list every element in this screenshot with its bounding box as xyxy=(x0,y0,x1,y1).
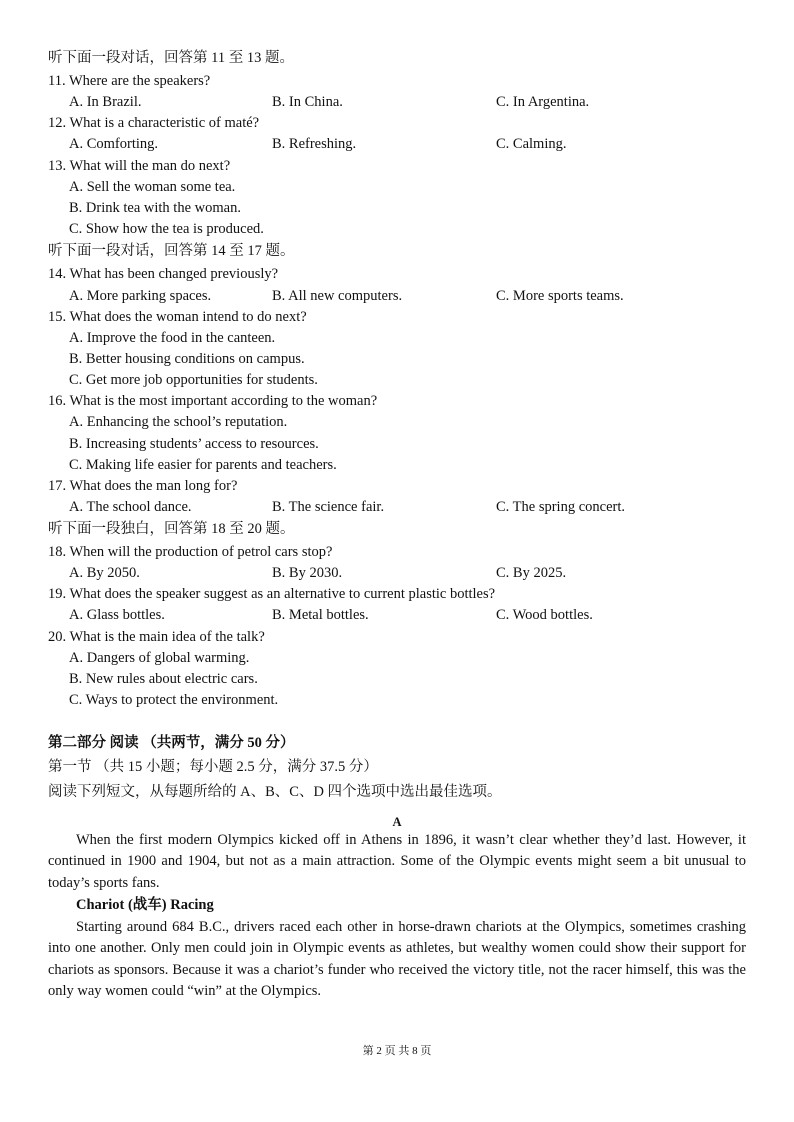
option-12c: C. Calming. xyxy=(496,136,567,152)
option-11b: B. In China. xyxy=(272,94,343,110)
option-15b: B. Better housing conditions on campus. xyxy=(69,351,305,367)
question-18: 18. When will the production of petrol cars stop? xyxy=(48,544,333,560)
option-16b: B. Increasing students’ access to resources. xyxy=(69,436,319,452)
option-14a: A. More parking spaces. xyxy=(69,288,212,304)
option-14b: B. All new computers. xyxy=(272,288,403,304)
option-13a: A. Sell the woman some tea. xyxy=(69,179,236,195)
option-17c: C. The spring concert. xyxy=(496,499,625,515)
question-14: 14. What has been changed previously? xyxy=(48,266,279,282)
passage-paragraph: Starting around 684 B.C., drivers raced each other in horse-drawn chariots at the Olympics, sometimes crashing into one another. Only men could join in Olympic events as athletes, but wealthy women could show their support for chariots as sponsors. Because it was a chariot’s funder who received the victory title, not the racer himself, this was the only way women could “win” at the Olympics. xyxy=(48,919,746,999)
option-16c: C. Making life easier for parents and teachers. xyxy=(69,457,337,473)
section-instruction: 听下面一段对话，回答第 14 至 17 题。 xyxy=(48,243,295,259)
option-18a: A. By 2050. xyxy=(69,565,140,581)
option-19a: A. Glass bottles. xyxy=(69,607,165,623)
reading-instruction: 阅读下列短文，从每题所给的 A、B、C、D 四个选项中选出最佳选项。 xyxy=(48,784,502,800)
question-19: 19. What does the speaker suggest as an alternative to current plastic bottles? xyxy=(48,586,496,602)
option-15a: A. Improve the food in the canteen. xyxy=(69,330,276,346)
passage-subheading: Chariot (战车) Racing xyxy=(76,897,214,913)
page-footer: 第 2 页 共 8 页 xyxy=(362,1045,432,1057)
option-17b: B. The science fair. xyxy=(272,499,385,515)
option-13c: C. Show how the tea is produced. xyxy=(69,221,264,237)
question-12: 12. What is a characteristic of maté? xyxy=(48,115,260,131)
option-14c: C. More sports teams. xyxy=(496,288,624,304)
section-instruction: 听下面一段独白，回答第 18 至 20 题。 xyxy=(48,521,295,537)
passage-label: A xyxy=(392,815,402,829)
option-12b: B. Refreshing. xyxy=(272,136,357,152)
option-20c: C. Ways to protect the environment. xyxy=(69,692,279,708)
question-15: 15. What does the woman intend to do next? xyxy=(48,309,307,325)
question-11: 11. Where are the speakers? xyxy=(48,73,211,89)
option-11c: C. In Argentina. xyxy=(496,94,590,110)
option-12a: A. Comforting. xyxy=(69,136,159,152)
option-11a: A. In Brazil. xyxy=(69,94,142,110)
option-20a: A. Dangers of global warming. xyxy=(69,650,250,666)
section-instruction: 听下面一段对话，回答第 11 至 13 题。 xyxy=(48,50,294,66)
question-16: 16. What is the most important according to the woman? xyxy=(48,393,378,409)
section-title: 第一节 （共 15 小题；每小题 2.5 分，满分 37.5 分） xyxy=(48,759,378,775)
question-20: 20. What is the main idea of the talk? xyxy=(48,629,265,645)
option-19c: C. Wood bottles. xyxy=(496,607,593,623)
part-title: 第二部分 阅读 （共两节，满分 50 分） xyxy=(48,735,295,751)
option-18c: C. By 2025. xyxy=(496,565,567,581)
question-13: 13. What will the man do next? xyxy=(48,158,231,174)
option-19b: B. Metal bottles. xyxy=(272,607,369,623)
option-20b: B. New rules about electric cars. xyxy=(69,671,258,687)
question-17: 17. What does the man long for? xyxy=(48,478,238,494)
option-15c: C. Get more job opportunities for students. xyxy=(69,372,318,388)
option-17a: A. The school dance. xyxy=(69,499,192,515)
option-18b: B. By 2030. xyxy=(272,565,343,581)
option-13b: B. Drink tea with the woman. xyxy=(69,200,241,216)
option-16a: A. Enhancing the school’s reputation. xyxy=(69,414,288,430)
passage-paragraph: When the first modern Olympics kicked off in Athens in 1896, it wasn’t clear whether they’d last. However, it continued in 1900 and 1904, but not as a main attraction. Some of the Olympic events might seem a bit unusual to today’s sports fans. xyxy=(48,832,746,891)
